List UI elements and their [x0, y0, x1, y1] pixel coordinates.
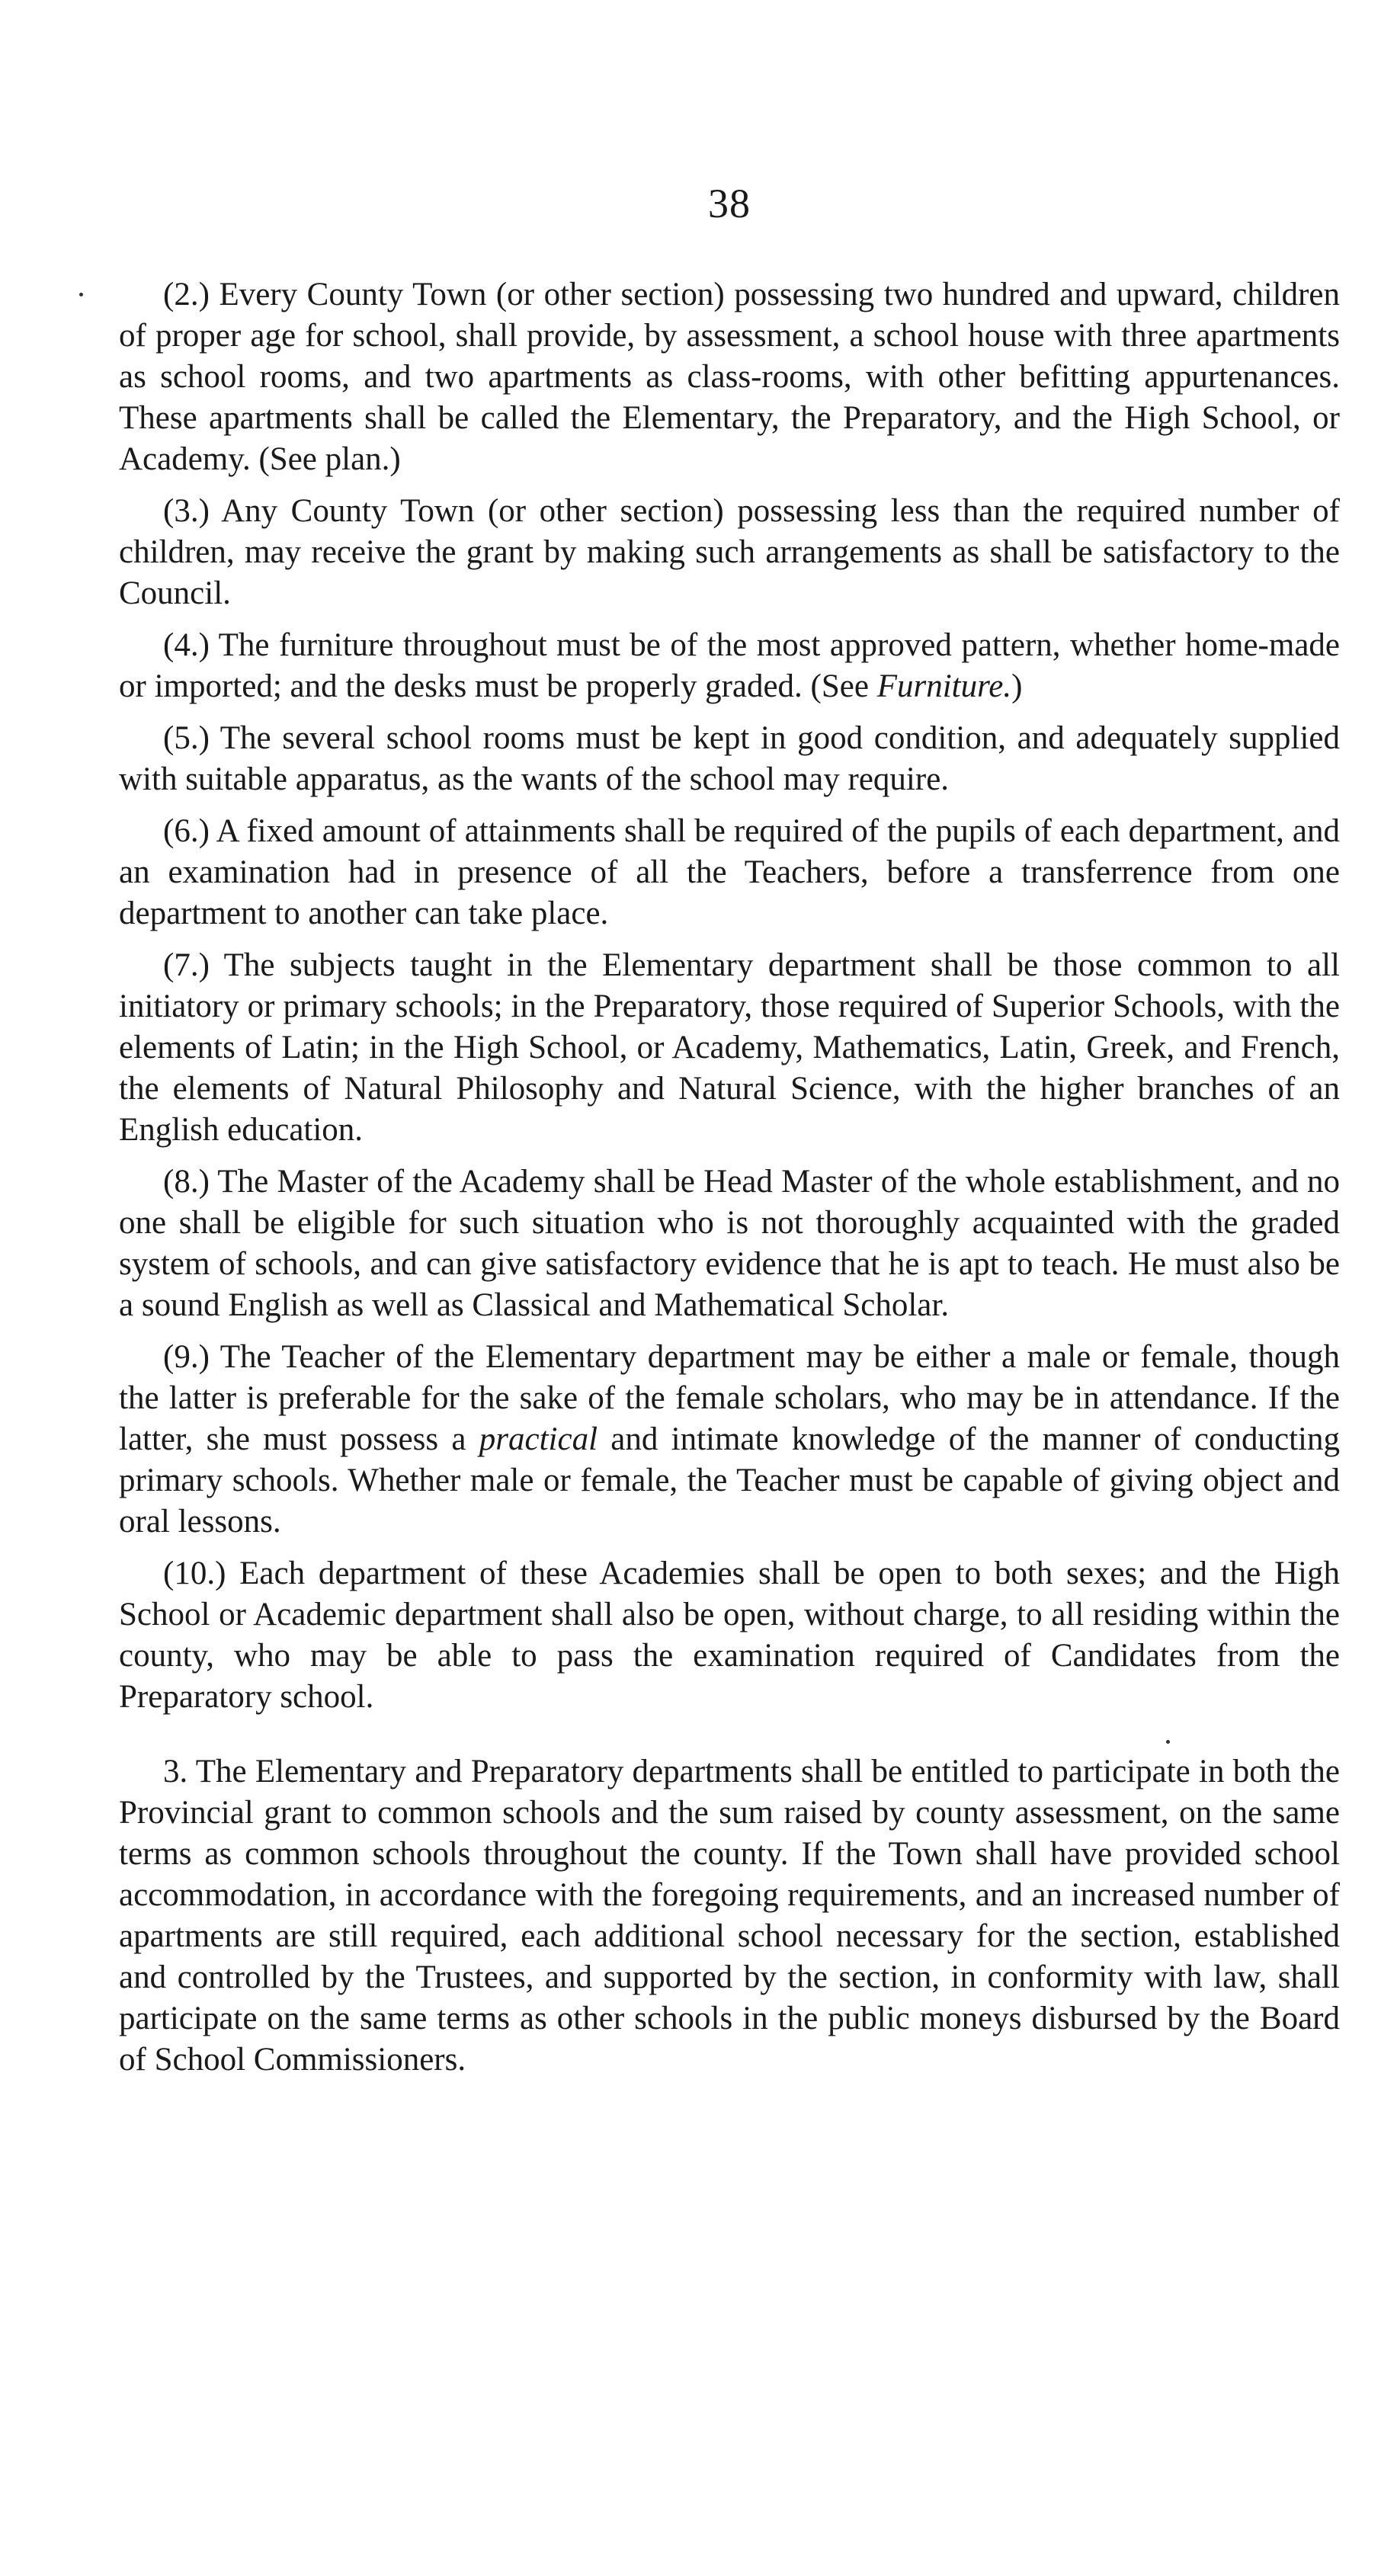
- paragraph-item-10: (10.) Each department of these Academies shall be open to both sexes; and the High School or Academic department shall also be open, without charge, to all residing within the county, who may be able to pass the examination required of Candidates from the Preparatory school.: [119, 1556, 1340, 1715]
- paragraph-item-6: (6.) A fixed amount of attainments shall be required of the pupils of each department, and an examination had in presence of all the Teachers, before a transferrence from one department to another can take place.: [119, 813, 1340, 931]
- paragraph-item-4-text-before: (4.) The furniture throughout must be of the most approved pattern, whether home-made or imported; and the desks must be properly graded. (See: [119, 627, 1340, 704]
- paragraph-item-9-text-before: (9.) The Teacher of the Elementary department may be either a male or female, though the latter is preferable for the sake of the female scholars, who may be in attendance. If the latter, she must possess a: [119, 1339, 1340, 1457]
- paragraph-item-4: [119, 625, 1340, 707]
- paragraph-item-4-text-after: ): [1011, 668, 1023, 704]
- paragraph-item-8: (8.) The Master of the Academy shall be Head Master of the whole establishment, and no one shall be eligible for such situation who is not thoroughly acquainted with the graded system of schools, and can give satisfactory evidence that he is apt to teach. He must also be a sound English as well as Classical and Mathematical Scholar.: [119, 1164, 1340, 1323]
- page-number: 38: [708, 181, 751, 226]
- paragraph-item-7: (7.) The subjects taught in the Elementary department shall be those common to all initiatory or primary schools; in the Preparatory, those required of Superior Schools, with the elements of Latin; in the High School, or Academy, Mathematics, Latin, Greek, and French, the elements of Natural Philosophy and Natural Science, with the higher branches of an English education.: [119, 947, 1340, 1148]
- paragraph-item-5: (5.) The several school rooms must be kept in good condition, and adequately supplied with suitable apparatus, as the wants of the school may require.: [119, 720, 1340, 797]
- practical-emphasis: practical: [479, 1421, 598, 1457]
- document-page: [119, 0, 1340, 2576]
- print-speck: [79, 293, 83, 296]
- paragraph-item-9-text-after: and intimate knowledge of the manner of conducting primary schools. Whether male or female, the Teacher must be capable of giving object and oral lessons.: [119, 1421, 1340, 1540]
- page-content: [119, 274, 1340, 2091]
- paragraph-item-9: [119, 1337, 1340, 1543]
- paragraph-item-2: (2.) Every County Town (or other section) possessing two hundred and upward, children of proper age for school, shall provide, by assessment, a school house with three apartments as school rooms, and two apartments as class-rooms, with other befitting appurtenances. These apartments shall be called the Elementary, the Preparatory, and the High School, or Academy. (See plan.): [119, 277, 1340, 477]
- print-speck: [1166, 1740, 1170, 1744]
- section-3-paragraph: 3. The Elementary and Preparatory departments shall be entitled to participate in both the Provincial grant to common schools and the sum raised by county assessment, on the same terms as common schools throughout the county. If the Town shall have provided school accommodation, in accordance with the foregoing requirements, and an increased number of apartments are still required, each additional school necessary for the section, established and controlled by the Trustees, and supported by the section, in conformity with law, shall participate on the same terms as other schools in the public moneys disbursed by the Board of School Commissioners.: [119, 1754, 1340, 2078]
- furniture-reference: Furniture.: [876, 668, 1012, 704]
- paragraph-item-3: (3.) Any County Town (or other section) possessing less than the required number of children, may receive the grant by making such arrangements as shall be satisfactory to the Council.: [119, 493, 1340, 611]
